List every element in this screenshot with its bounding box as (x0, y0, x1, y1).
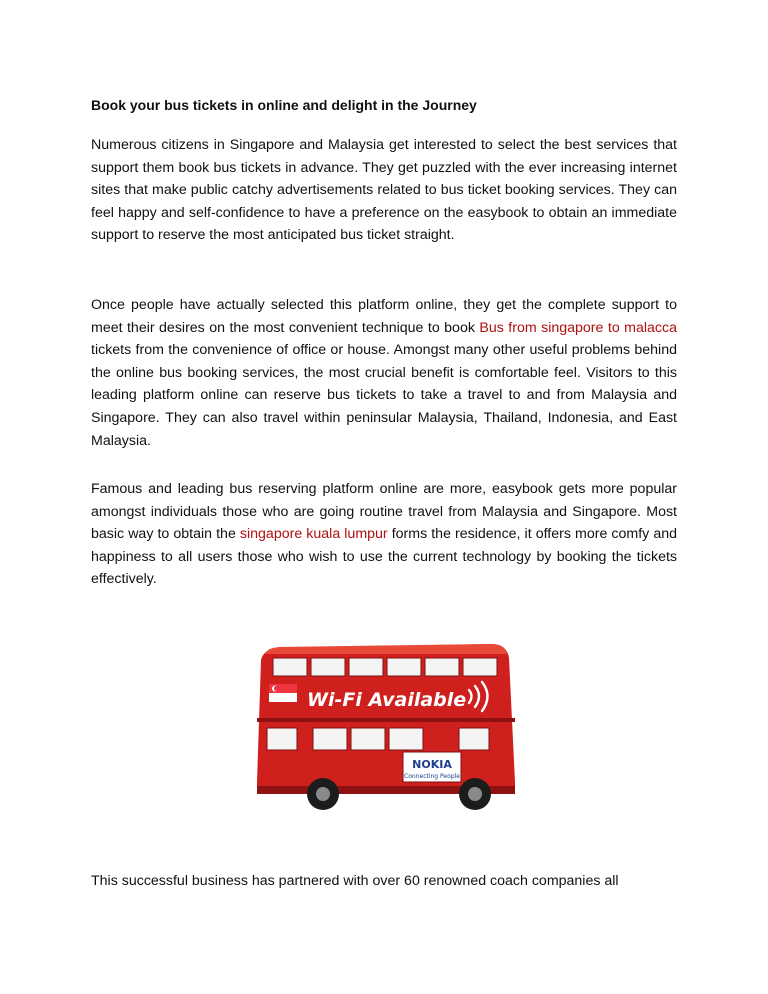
bus-belt-line (257, 718, 515, 722)
singapore-flag (269, 684, 297, 702)
paragraph-3 (91, 478, 677, 591)
wifi-banner-text: Wi-Fi Available (307, 689, 467, 711)
paragraph-2-text-after: tickets from the convenience of office or house. Amongst many other useful problems behind the online bus booking services, the most crucial benefit is comfortable feel. Visitors to this leading platform online can reserve bus tickets to take a travel to and from Malaysia and Singapore. They can also travel within peninsular Malaysia, Thailand, Indonesia, and East Malaysia. (91, 342, 677, 449)
paragraph-2 (91, 294, 677, 452)
paragraph-1: Numerous citizens in Singapore and Malaysia get interested to select the best services that support them book bus tickets in advance. They get puzzled with the ever increasing internet sites that make public catchy advertisements related to bus ticket booking services. They can feel happy and self-confidence to have a preference on the easybook to obtain an immediate support to reserve the most anticipated bus ticket straight. (91, 137, 677, 244)
page-title: Book your bus tickets in online and delight in the Journey (91, 97, 477, 113)
singapore-kuala-lumpur-link[interactable]: singapore kuala lumpur (239, 526, 388, 543)
paragraph-4: This successful business has partnered with over 60 renowned coach companies all (91, 873, 619, 889)
nokia-ad-panel (403, 752, 461, 782)
nokia-tagline-text: Connecting People (404, 773, 460, 780)
paragraph-3-text-before: Famous and leading bus reserving platform online are more, easybook gets more popular amongst individuals those who are going routine travel from Malaysia and Singapore. Most basic way to obtain the (91, 481, 677, 543)
nokia-brand-text: NOKIA (412, 758, 452, 771)
bus-singapore-malacca-link[interactable]: Bus from singapore to malacca (479, 319, 677, 336)
paragraph-3-text-after: forms the residence, it offers more comfy and happiness to all users those who wish to use the current technology by booking the tickets effectively. (91, 526, 677, 588)
double-decker-bus-image (243, 632, 525, 822)
paragraph-2-text-before: Once people have actually selected this platform online, they get the complete support to meet their desires on the most convenient technique to book (91, 297, 677, 336)
